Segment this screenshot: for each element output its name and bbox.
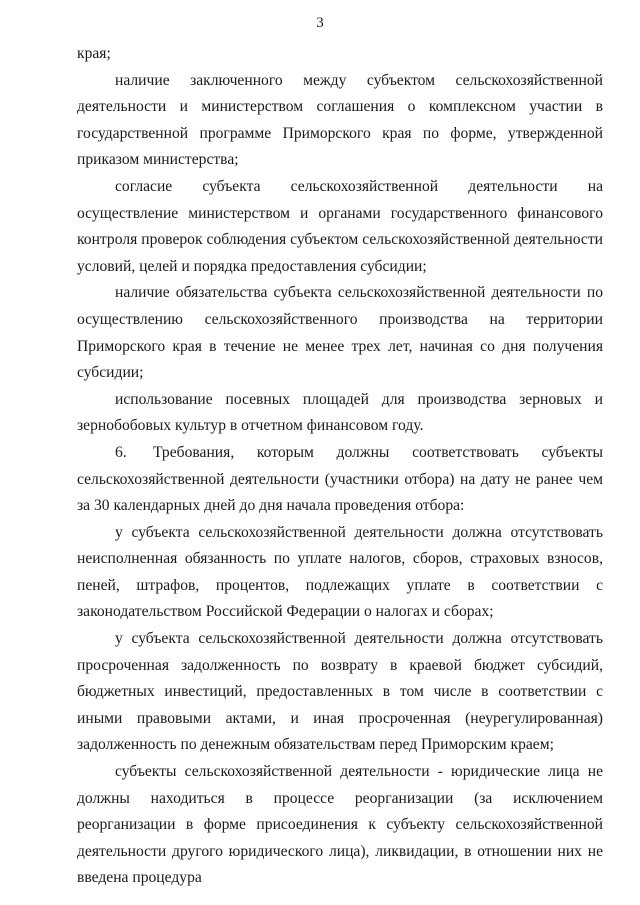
paragraph-continuation: края; <box>77 45 111 62</box>
item-number: 6. <box>115 443 127 461</box>
paragraph-obligation-condition: наличие обязательства субъекта сельскохозяйственной деятельности по осуществлению сельскохозяйственного производства на территории Приморского края в течение не менее трех лет, начиная со дня получения субсидии; <box>77 284 603 382</box>
paragraph-reorganization-requirement: субъекты сельскохозяйственной деятельности - юридические лица не должны находиться в процессе реорганизации (за исключением реорганизации в форме присоединения к субъекту сельскохозяйственной деятельности другого юридического лица), ликвидации, в отношении них не введена процедура <box>77 763 603 887</box>
paragraph-consent-condition: согласие субъекта сельскохозяйственной деятельности на осуществление министерством и органами государственного финансового контроля проверок соблюдения субъектом сельскохозяйственной деятельности условий, целей и порядка предоставления субсидии; <box>77 177 603 275</box>
document-body <box>77 41 603 892</box>
item-6-text: Требования, которым должны соответствовать субъекты сельскохозяйственной деятельности (участники отбора) на дату не ранее чем за 30 календарных дней до дня начала проведения отбора: <box>77 443 603 515</box>
paragraph-sown-area-condition: использование посевных площадей для производства зерновых и зернобобовых культур в отчетном финансовом году. <box>77 390 603 435</box>
paragraph-agreement-condition: наличие заключенного между субъектом сельскохозяйственной деятельности и министерством соглашения о комплексном участии в государственной программе Приморского края по форме, утвержденной приказом министерства; <box>77 71 603 169</box>
paragraph-tax-requirement: у субъекта сельскохозяйственной деятельности должна отсутствовать неисполненная обязанность по уплате налогов, сборов, страховых взносов, пеней, штрафов, процентов, подлежащих уплате в соответствии с законодательством Российской Федерации о налогах и сборах; <box>77 523 603 621</box>
paragraph-debt-requirement: у субъекта сельскохозяйственной деятельности должна отсутствовать просроченная задолженность по возврату в краевой бюджет субсидий, бюджетных инвестиций, предоставленных в том числе в соответствии с иными правовыми актами, и иная просроченная (неурегулированная) задолженность по денежным обязательствам перед Приморским краем; <box>77 630 603 754</box>
paragraph-item-6 <box>77 440 603 520</box>
page-number: 3 <box>316 15 324 31</box>
